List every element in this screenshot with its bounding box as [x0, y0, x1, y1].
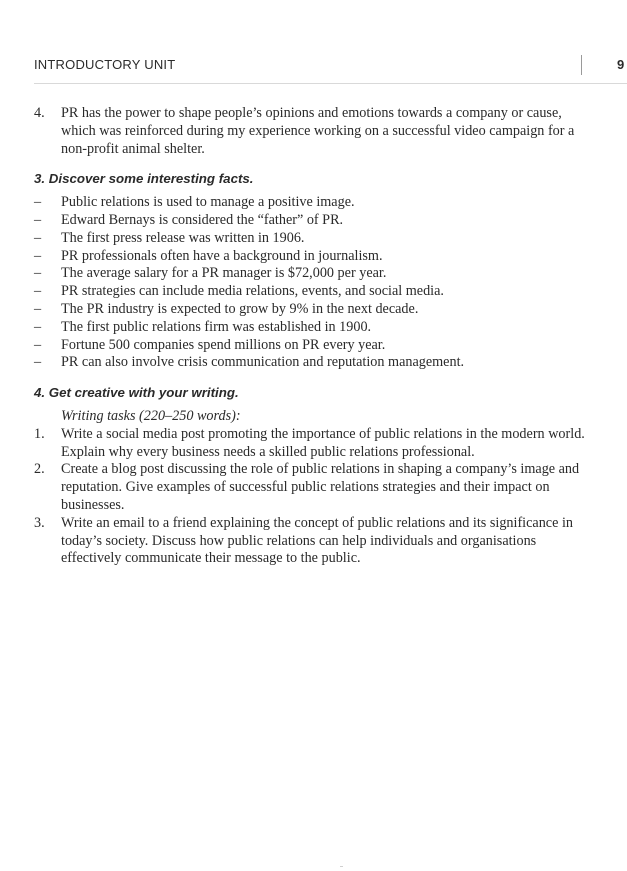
fact-item — [34, 212, 594, 230]
header-divider — [581, 55, 582, 75]
dash-bullet: – — [34, 229, 42, 246]
page-number: 9 — [617, 57, 625, 72]
list-item — [34, 105, 594, 158]
fact-text: Public relations is used to manage a positive image. — [61, 194, 355, 211]
task-number: 3. — [34, 514, 45, 531]
fact-item — [34, 283, 594, 301]
fact-item — [34, 194, 594, 212]
fact-item — [34, 301, 594, 319]
fact-item — [34, 337, 594, 355]
section-title-facts: 3. Discover some interesting facts. — [34, 171, 254, 187]
fact-item — [34, 248, 594, 266]
running-head: INTRODUCTORY UNIT — [34, 57, 176, 72]
page-header — [34, 57, 627, 77]
dash-bullet: – — [34, 265, 42, 282]
dash-bullet: – — [34, 247, 42, 264]
task-item — [34, 515, 594, 568]
item-number: 4. — [34, 105, 45, 121]
task-number: 2. — [34, 461, 45, 478]
fact-text: PR strategies can include media relations, events, and social media. — [61, 283, 444, 300]
fact-text: The average salary for a PR manager is $72,000 per year. — [61, 265, 387, 282]
fact-item — [34, 265, 594, 283]
dash-bullet: – — [34, 211, 42, 228]
fact-text: PR can also involve crisis communication and reputation management. — [61, 354, 465, 371]
task-item — [34, 461, 594, 514]
fact-item — [34, 230, 594, 248]
fact-text: The PR industry is expected to grow by 9% in the next decade. — [61, 300, 419, 317]
item-text: PR has the power to shape people’s opinions and emotions towards a company or cause, which was reinforced during my experience working on a successful video campaign for a non-profit animal shelter. — [61, 105, 575, 157]
fact-text: PR professionals often have a background in journalism. — [61, 247, 383, 264]
dash-bullet: – — [34, 354, 42, 371]
dash-bullet: – — [34, 300, 42, 317]
task-number: 1. — [34, 425, 45, 442]
task-item — [34, 426, 594, 462]
scan-mark — [340, 866, 343, 867]
dash-bullet: – — [34, 194, 42, 211]
fact-text: The first press release was written in 1906. — [61, 229, 305, 246]
fact-text: Fortune 500 companies spend millions on PR every year. — [61, 336, 386, 353]
writing-tasks-note: Writing tasks (220–250 words): — [61, 407, 241, 424]
dash-bullet: – — [34, 283, 42, 300]
fact-text: Edward Bernays is considered the “father” of PR. — [61, 211, 344, 228]
fact-item — [34, 319, 594, 337]
section-title-writing: 4. Get creative with your writing. — [34, 385, 239, 401]
dash-bullet: – — [34, 336, 42, 353]
task-text: Write an email to a friend explaining the concept of public relations and its significance in today’s society. Discuss how public relations can help individuals and organisations effectively communicate their message to the public. — [61, 514, 573, 567]
fact-text: The first public relations firm was established in 1900. — [61, 318, 372, 335]
task-text: Create a blog post discussing the role of public relations in shaping a company’s image and reputation. Give examples of successful public relations strategies and their impact on businesses. — [61, 461, 580, 513]
fact-item — [34, 354, 594, 372]
dash-bullet: – — [34, 318, 42, 335]
page-body — [34, 105, 594, 568]
header-rule — [34, 83, 627, 84]
task-text: Write a social media post promoting the importance of public relations in the modern world. Explain why every business needs a skilled public relations professional. — [61, 425, 585, 460]
